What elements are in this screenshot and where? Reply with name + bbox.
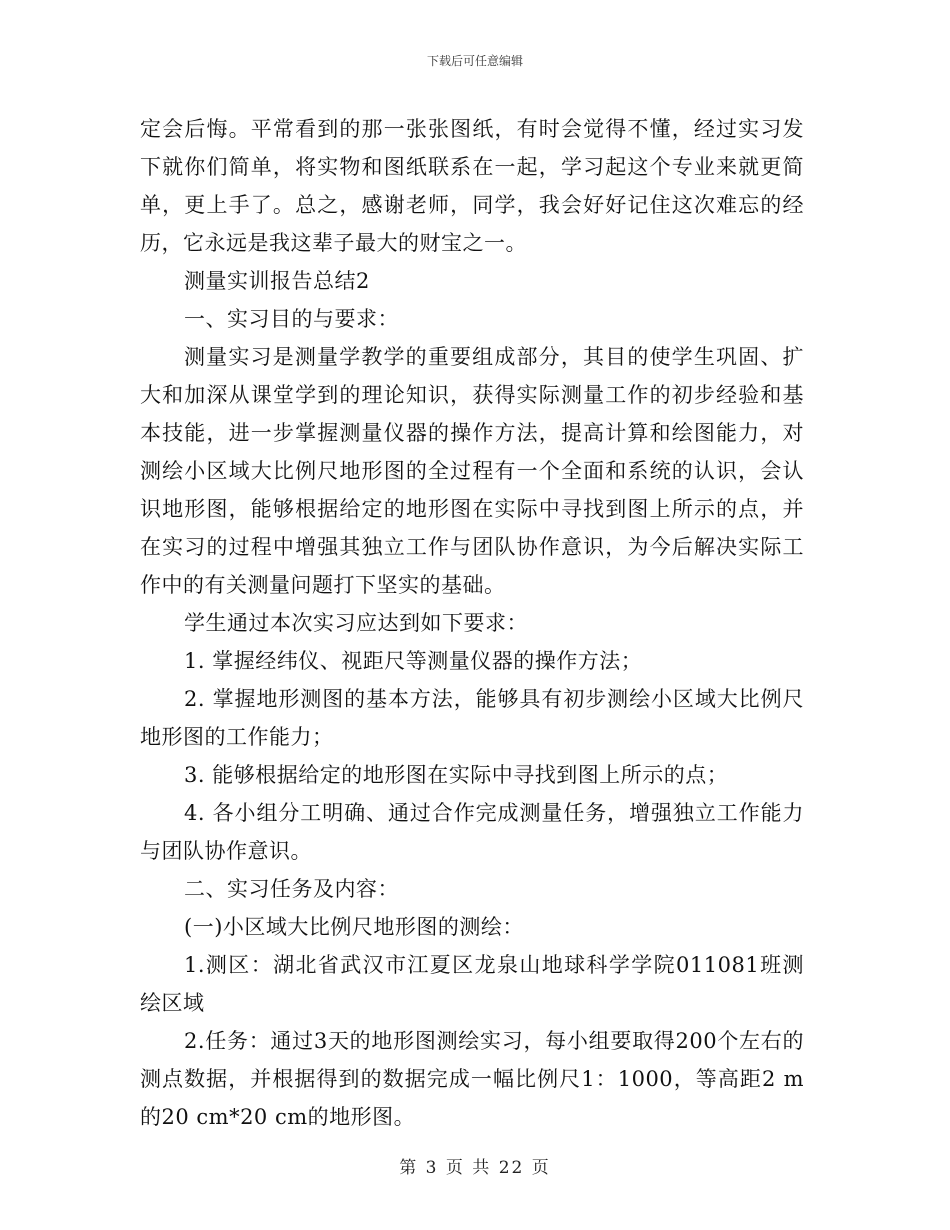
list-item: 3. 能够根据给定的地形图在实际中寻找到图上所示的点； (184, 763, 729, 787)
paragraph-objectives: 测量实习是测量学教学的重要组成部分，其目的使学生巩固、扩大和加深从课堂学到的理论知识，获得实际测量工作的初步经验和基本技能，进一步掌握测量仪器的操作方法，提高计算和绘图能力，对测绘小区域大比例尺地形图的全过程有一个全面和系统的认识，会认识地形图，能够根据给定的地形图在实际中寻找到图上所示的点，并在实习的过程中增强其独立工作与团队协作意识，为今后解决实际工作中的有关测量问题打下坚实的基础。 (140, 345, 804, 597)
list-item: 4. 各小组分工明确、通过合作完成测量任务，增强独立工作能力与团队协作意识。 (140, 801, 804, 863)
list-item: 2. 掌握地形测图的基本方法，能够具有初步测绘小区域大比例尺地形图的工作能力； (140, 687, 804, 749)
heading-objectives: 一、实习目的与要求： (184, 307, 399, 331)
document-body (140, 110, 804, 1136)
paragraph-task: 2.任务：通过3天的地形图测绘实习，每小组要取得200个左右的测点数据，并根据得到的数据完成一幅比例尺1：1000，等高距2 m的20 cm*20 cm的地形图。 (140, 1029, 804, 1129)
heading-tasks: 二、实习任务及内容： (184, 877, 399, 901)
paragraph-survey-area: 1.测区：湖北省武汉市江夏区龙泉山地球科学学院011081班测绘区域 (140, 953, 804, 1015)
page-number: 第 3 页 共 22 页 (399, 1158, 551, 1178)
page-header: 下载后可任意编辑 (426, 54, 523, 68)
subheading-mapping: (一)小区域大比例尺地形图的测绘： (184, 915, 524, 939)
paragraph-requirements-intro: 学生通过本次实习应达到如下要求： (184, 611, 528, 635)
section-title: 测量实训报告总结2 (184, 269, 370, 293)
list-item: 1. 掌握经纬仪、视距尺等测量仪器的操作方法； (184, 649, 643, 673)
paragraph-continuation: 定会后悔。平常看到的那一张张图纸，有时会觉得不懂，经过实习发下就你们简单，将实物和图纸联系在一起，学习起这个专业来就更简单，更上手了。总之，感谢老师，同学，我会好好记住这次难忘的经历，它永远是我这辈子最大的财宝之一。 (140, 117, 804, 255)
